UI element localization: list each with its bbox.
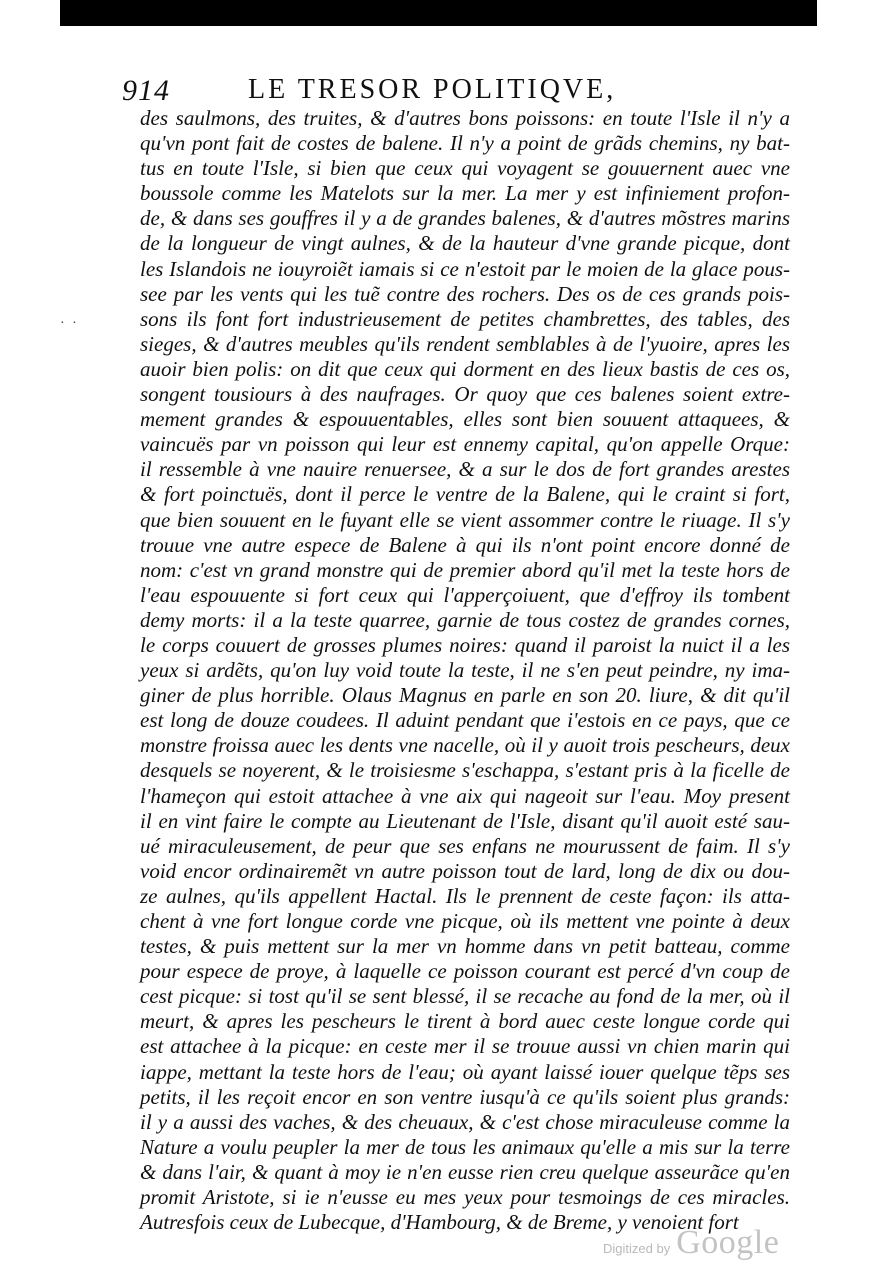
text-line: mement grandes & espouuentables, elles sont bien souuent attaquees, &: [140, 407, 790, 432]
text-line: testes, & puis mettent sur la mer vn homme dans vn petit batteau, comme: [140, 934, 790, 959]
text-line: les Islandois ne iouyroiẽt iamais si ce n'estoit par le moien de la glace pous-: [140, 256, 790, 281]
text-line: cest picque: si tost qu'il se sent blessé, il se recache au fond de la mer, où il: [140, 984, 790, 1009]
text-line: il en vint faire le compte au Lieutenant de l'Isle, disant qu'il auoit esté sau-: [140, 808, 790, 833]
text-line: tus en toute l'Isle, si bien que ceux qui voyagent se gouuernent auec vne: [140, 156, 790, 181]
text-line: sons ils font fort industrieusement de petites chambrettes, des tables, des: [140, 306, 790, 331]
text-line: promit Aristote, si ie n'eusse eu mes yeux pour tesmoings de ces miracles.: [140, 1185, 790, 1210]
text-line: Autresfois ceux de Lubecque, d'Hambourg, & de Breme, y venoient fort: [140, 1210, 739, 1235]
text-line: de la longueur de vingt aulnes, & de la hauteur d'vne grande picque, dont: [140, 231, 790, 256]
text-line: & fort poinctuës, dont il perce le ventre de la Balene, qui le craint si fort,: [140, 482, 790, 507]
text-line: yeux si ardẽts, qu'on luy void toute la teste, il ne s'en peut peindre, ny ima-: [140, 658, 790, 683]
body-text: [140, 106, 790, 1235]
text-line: est long de douze coudees. Il aduint pendant que i'estois en ce pays, que ce: [140, 708, 790, 733]
text-line: giner de plus horrible. Olaus Magnus en parle en son 20. liure, & dit qu'il: [140, 683, 790, 708]
text-line: void encor ordinairemẽt vn autre poisson tout de lard, long de dix ou dou-: [140, 858, 790, 883]
text-line: qu'vn pont fait de costes de balene. Il n'y a point de grãds chemins, ny bat-: [140, 131, 790, 156]
google-logo: Google: [676, 1224, 780, 1261]
text-line: auoir bien polis: on dit que ceux qui dorment en des lieux bastis de ces os,: [140, 356, 790, 381]
watermark-caption: Digitized by: [603, 1241, 671, 1256]
scan-top-edge: [60, 0, 817, 26]
text-line: de, & dans ses gouffres il y a de grandes balenes, & d'autres mõstres marins: [140, 206, 790, 231]
text-line: chent à vne fort longue corde vne picque, où ils mettent vne pointe à deux: [140, 909, 790, 933]
text-line: & dans l'air, & quant à moy ie n'en eusse rien creu quelque asseurãce qu'en: [140, 1159, 790, 1184]
page-number: 914: [122, 74, 170, 107]
running-title: LE TRESOR POLITIQVE,: [248, 74, 617, 105]
text-line: ué miraculeusement, de peur que ses enfans ne mourussent de faim. Il s'y: [140, 833, 790, 858]
text-line: nom: c'est vn grand monstre qui de premier abord qu'il met la teste hors de: [140, 557, 790, 582]
text-line: monstre froissa auec les dents vne nacelle, où il y auoit trois pescheurs, deux: [140, 733, 790, 758]
text-line: boussole comme les Matelots sur la mer. La mer y est infiniement profon-: [140, 181, 790, 206]
book-page: [100, 70, 800, 1235]
text-line: il y a aussi des vaches, & des cheuaux, & c'est chose miraculeuse comme la: [140, 1109, 790, 1134]
text-line: l'hameçon qui estoit attachee à vne aix qui nageoit sur l'eau. Moy present: [140, 783, 790, 808]
margin-mark: · ·: [60, 316, 79, 331]
text-line: meurt, & apres les pescheurs le tirent à bord auec ceste longue corde qui: [140, 1009, 790, 1034]
text-line: trouue vne autre espece de Balene à qui ils n'ont point encore donné de: [140, 532, 790, 557]
text-line: songent tousiours à des naufrages. Or quoy que ces balenes soient extre-: [140, 382, 790, 407]
text-line: il ressemble à vne nauire renuersee, & a sur le dos de fort grandes arestes: [140, 457, 790, 482]
text-line: iappe, mettant la teste hors de l'eau; où ayant laissé iouer quelque tẽps ses: [140, 1059, 790, 1084]
text-line: desquels se noyerent, & le troisiesme s'eschappa, s'estant pris à la ficelle de: [140, 758, 790, 783]
text-line: est attachee à la picque: en ceste mer il se trouue aussi vn chien marin qui: [140, 1034, 790, 1059]
text-line: see par les vents qui les tuẽ contre des rochers. Des os de ces grands pois-: [140, 281, 790, 306]
text-line: Nature a voulu peupler la mer de tous les animaux qu'elle a mis sur la terre: [140, 1134, 790, 1159]
text-line: le corps couuert de grosses plumes noires: quand il paroist la nuict il a les: [140, 632, 790, 657]
text-line: petits, il les reçoit encor en son ventre iusqu'à ce qu'ils soient plus grands:: [140, 1084, 790, 1109]
digitized-watermark: [603, 1224, 779, 1262]
page-header: [100, 70, 800, 110]
text-line: que bien souuent en le fuyant elle se vient assommer contre le riuage. Il s'y: [140, 507, 790, 532]
text-line: des saulmons, des truites, & d'autres bons poissons: en toute l'Isle il n'y a: [140, 106, 790, 130]
text-line: vaincuës par vn poisson qui leur est ennemy capital, qu'on appelle Orque:: [140, 432, 790, 457]
text-line: demy morts: il a la teste quarree, garnie de tous costez de grandes cornes,: [140, 607, 790, 632]
text-line: sieges, & d'autres meubles qu'ils rendent semblables à de l'yuoire, apres les: [140, 331, 790, 356]
text-line: pour espece de proye, à laquelle ce poisson courant est percé d'vn coup de: [140, 959, 790, 984]
text-line: ze aulnes, qu'ils appellent Hactal. Ils le prennent de ceste façon: ils atta-: [140, 883, 790, 908]
text-line: l'eau espouuente si fort ceux qui l'apperçoiuent, que d'effroy ils tombent: [140, 582, 790, 607]
